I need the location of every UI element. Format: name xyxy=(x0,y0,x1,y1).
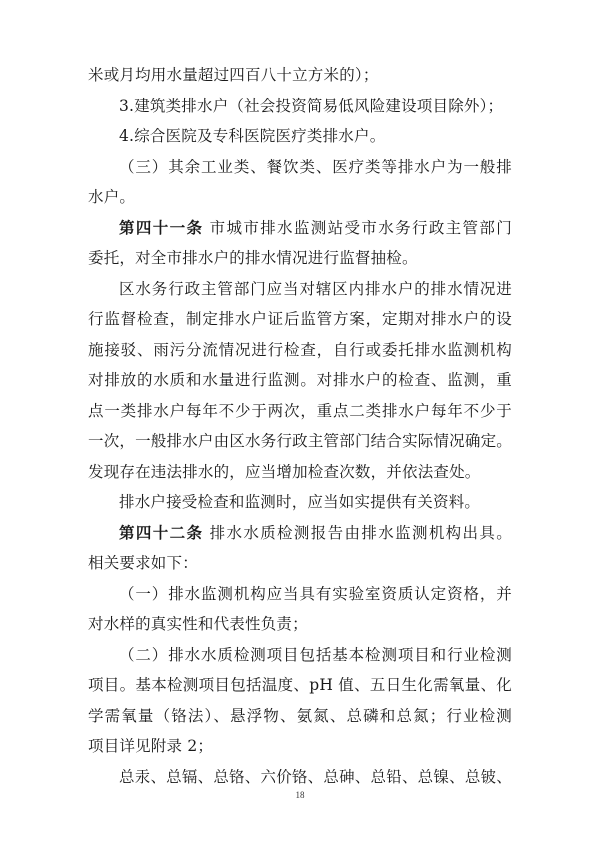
text-line: 水户。 xyxy=(88,188,136,206)
text-line: （一）排水监测机构应当具有实验室资质认定资格，并 xyxy=(119,585,512,603)
text-line: 点一类排水户每年不少于两次，重点二类排水户每年不少于 xyxy=(88,402,512,420)
article-41-line xyxy=(119,213,512,243)
text-line: 相关要求如下： xyxy=(88,554,198,572)
list-item: 4.综合医院及专科医院医疗类排水户。 xyxy=(119,127,386,145)
article-42-heading: 第四十二条 xyxy=(119,524,204,542)
article-41-heading: 第四十一条 xyxy=(119,219,204,237)
list-item: 3.建筑类排水户（社会投资简易低风险建设项目除外）； xyxy=(119,97,504,115)
text-line: 学需氧量（铬法）、悬浮物、氨氮、总磷和总氮；行业检测 xyxy=(88,707,512,725)
text-line: 排水户接受检查和监测时，应当如实提供有关资料。 xyxy=(119,493,481,511)
article-42-line xyxy=(119,518,512,548)
text-line: 区水务行政主管部门应当对辖区内排水户的排水情况进 xyxy=(119,280,512,298)
text-line: 项目。基本检测项目包括温度、pH 值、五日生化需氧量、化 xyxy=(88,676,512,694)
text-line: 对排放的水质和水量进行监测。对排水户的检查、监测，重 xyxy=(88,371,512,389)
text-line: 委托，对全市排水户的排水情况进行监督抽检。 xyxy=(88,249,418,267)
text-line: 项目详见附录 2； xyxy=(88,737,214,755)
text-line: 行监督检查，制定排水户证后监管方案，定期对排水户的设 xyxy=(88,310,512,328)
text-line: （二）排水水质检测项目包括基本检测项目和行业检测 xyxy=(119,646,512,664)
text-line: 施接驳、雨污分流情况进行检查，自行或委托排水监测机构 xyxy=(88,341,512,359)
page-number: 18 xyxy=(295,790,305,800)
text-line: 总汞、总镉、总铬、六价铬、总砷、总铅、总镍、总铍、 xyxy=(119,768,512,786)
article-42-text: 排水水质检测报告由排水监测机构出具。 xyxy=(209,524,512,542)
article-41-text: 市城市排水监测站受市水务行政主管部门 xyxy=(209,219,512,237)
text-line: 米或月均用水量超过四百八十立方米的）； xyxy=(88,66,379,84)
text-line: 发现存在违法排水的，应当增加检查次数，并依法查处。 xyxy=(88,463,481,481)
text-line: 一次，一般排水户由区水务行政主管部门结合实际情况确定。 xyxy=(88,432,512,450)
text-line: 对水样的真实性和代表性负责； xyxy=(88,615,308,633)
text-line: （三）其余工业类、餐饮类、医疗类等排水户为一般排 xyxy=(119,158,512,176)
